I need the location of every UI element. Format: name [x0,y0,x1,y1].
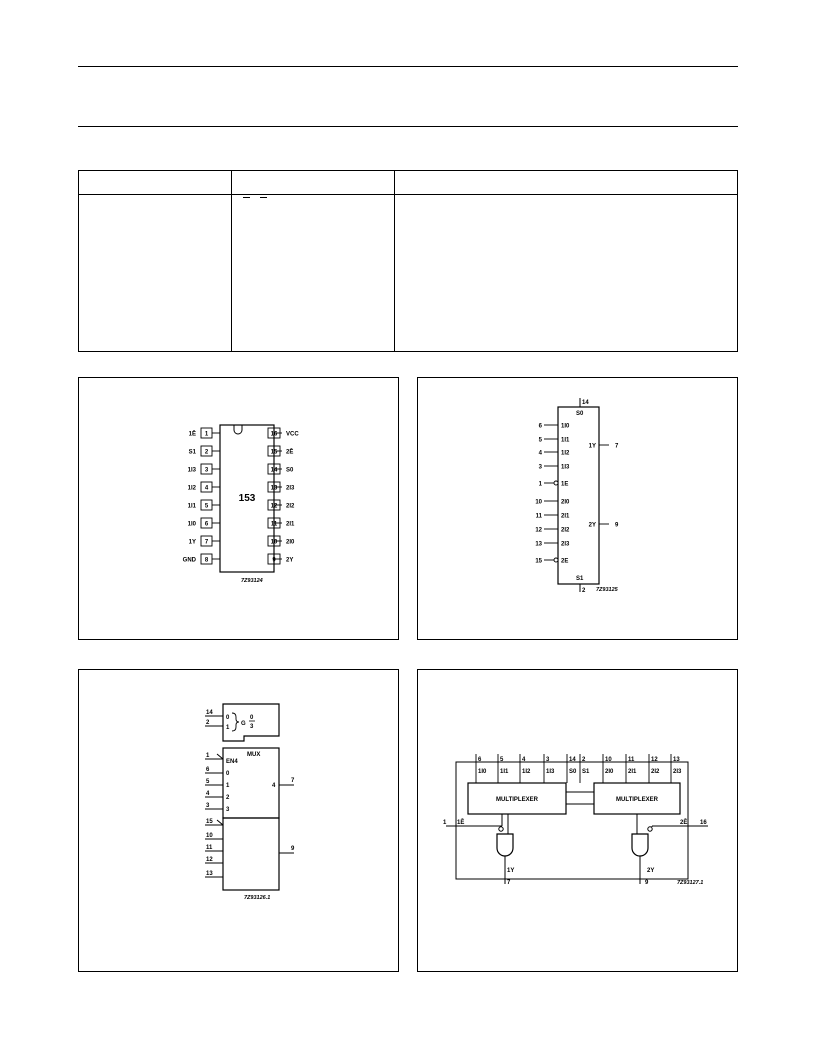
pin-number: 12 [535,527,542,534]
pin-name: 1I3 [187,467,196,474]
enable-label-1: 1Ē [457,820,465,826]
pin-number: 11 [206,845,213,851]
pin-name: 1Ē [188,431,196,438]
pin-number: 4 [522,757,526,763]
pin-number: 13 [206,871,213,877]
overline-mark [260,197,267,198]
pin-number: 11 [270,521,278,528]
output-pin-2: 9 [645,880,649,886]
pin-number: 15 [206,819,213,825]
logic-symbol-panel [417,377,738,640]
iec-logic-symbol-diagram [79,670,398,971]
functional-diagram-panel [417,669,738,972]
pin-name: 2I2 [286,503,295,510]
pin-name: 2I0 [286,539,295,546]
pin-label: S0 [569,769,577,775]
top-rule [78,66,738,67]
pin-number: 9 [272,557,276,564]
pin-label: 2I3 [673,769,682,775]
input-index: 0 [226,771,230,777]
input-index: 3 [226,807,230,813]
input-label: 1I3 [561,464,570,471]
pin-number: 12 [651,757,658,763]
input-index: 1 [226,783,230,789]
pin-number: 14 [569,757,576,763]
pin-description-table [78,170,738,352]
output-dependency: 4 [272,783,276,789]
table-column-divider [394,171,395,351]
pin-number: 10 [535,499,542,506]
g-denominator: 3 [250,724,254,730]
select-bit: 1 [226,725,230,731]
pin-number: 12 [270,503,278,510]
select-bit: 0 [226,715,230,721]
diagram-code: 7Z93125 [596,587,618,593]
pin-number: 13 [535,541,542,548]
output-pin-1: 7 [507,880,511,886]
pin-number: 10 [270,539,278,546]
pin-number: 3 [204,467,209,474]
pin-number: 2 [206,720,210,726]
mux-lower-section [223,818,279,890]
pin-configuration-diagram [79,378,398,639]
pin-number: 2 [204,449,209,456]
enable-pin-2: 16 [700,820,707,826]
output-label: 2Y [588,522,596,529]
g-label: G [241,721,246,727]
pin-number: 3 [546,757,550,763]
select-brace [232,713,239,731]
pin-number: 9 [615,522,619,529]
pin-number: 11 [628,757,635,763]
select-control-block [223,704,279,741]
input-label: 1I1 [561,437,570,444]
diagram-outline [456,762,688,879]
pin-number: 4 [206,791,210,797]
pin-number: 5 [204,503,209,510]
input-index: 2 [226,795,230,801]
pin-number: 7 [615,443,619,450]
input-label: 1I2 [561,450,570,457]
output-label-1: 1Y [507,868,515,874]
pin-number: 4 [204,485,209,492]
pin-number: 10 [206,833,213,839]
multiplexer-label: MULTIPLEXER [496,797,538,803]
pin-number: 14 [206,710,213,716]
pin-label: 1I0 [478,769,487,775]
output-label: 1Y [588,443,596,450]
output-label-2: 2Y [647,868,655,874]
pin-configuration-panel [78,377,399,640]
pin-number: 13 [270,485,278,492]
pin-name: 2Ē [286,449,294,456]
inverter-bubble [554,481,558,485]
diagram-code: 7Z93124 [241,578,263,584]
pin-number: 5 [206,779,210,785]
pin-label: 2I1 [628,769,637,775]
pin-label: 2I2 [651,769,660,775]
pin-number: 4 [538,450,542,457]
and-gate-1 [497,834,513,856]
pin-number: 3 [538,464,542,471]
pin-name: 1Y [188,539,196,546]
iec-logic-symbol-panel [78,669,399,972]
logic-block [558,407,599,584]
and-gate-2 [632,834,648,856]
pin-number: 7 [204,539,209,546]
chip-label: 153 [238,493,256,504]
input-label: 2I1 [561,513,570,520]
input-label: 1I0 [561,423,570,430]
enable-label-2: 2Ē [680,820,688,826]
input-label: 2I0 [561,499,570,506]
pin-label: 2I0 [605,769,614,775]
pin-number: 1 [204,431,209,438]
pin-number: 13 [673,757,680,763]
pin-number: 6 [538,423,542,430]
input-label: 2I3 [561,541,570,548]
pin-number: 12 [206,857,213,863]
input-label: 2E [561,558,569,565]
pin-number: 1 [538,481,542,488]
enable-pin-1: 1 [443,820,447,826]
input-label: 2I2 [561,527,570,534]
pin1-notch [234,425,242,434]
pin-number: 5 [500,757,504,763]
pin-name: 2I3 [286,485,295,492]
active-low-mark [217,754,223,759]
pin-number: 14 [270,467,278,474]
bottom-pin-label: S1 [576,576,584,582]
logic-symbol-diagram [418,378,737,639]
pin-label: S1 [582,769,590,775]
bottom-pin-number: 2 [582,588,586,594]
pin-number: 15 [270,449,278,456]
inverter-bubble [648,827,652,831]
header-rule [78,126,738,127]
active-low-mark [217,820,223,825]
table-column-divider [231,171,232,351]
pin-label: 1I3 [546,769,555,775]
pin-number: 7 [291,778,295,784]
pin-name: 2I1 [286,521,295,528]
pin-name: S1 [188,449,196,456]
pin-name: S0 [286,467,294,474]
pin-number: 2 [582,757,586,763]
pin-name: 1I2 [187,485,196,492]
pin-number: 10 [605,757,612,763]
functional-diagram [418,670,737,971]
pin-number: 3 [206,803,210,809]
pin-number: 9 [291,846,295,852]
pin-label: 1I1 [500,769,509,775]
pin-number: 15 [535,558,542,565]
pin-name: VCC [286,431,299,438]
pin-label: 1I2 [522,769,531,775]
pin-name: 2Y [286,557,294,564]
top-pin-label: S0 [576,411,584,417]
pin-number: 6 [206,767,210,773]
top-pin-number: 14 [582,400,589,406]
inverter-bubble [554,558,558,562]
multiplexer-label: MULTIPLEXER [616,797,658,803]
overline-mark [243,197,250,198]
pin-number: 8 [204,557,209,564]
pin-number: 5 [538,437,542,444]
inverter-bubble [499,827,503,831]
en-label: EN4 [226,759,238,765]
pin-number: 16 [270,431,278,438]
table-header-divider [79,194,737,195]
pin-name: 1I1 [187,503,196,510]
pin-number: 11 [535,513,542,520]
pin-name: 1I0 [187,521,196,528]
pin-number: 1 [206,753,210,759]
g-numerator: 0 [250,715,254,721]
diagram-code: 7Z93127.1 [677,880,704,886]
input-label: 1E [561,481,569,488]
mux-label: MUX [247,752,261,758]
pin-name: GND [182,557,196,564]
diagram-code: 7Z93126.1 [244,895,271,901]
pin-number: 6 [204,521,209,528]
pin-number: 6 [478,757,482,763]
